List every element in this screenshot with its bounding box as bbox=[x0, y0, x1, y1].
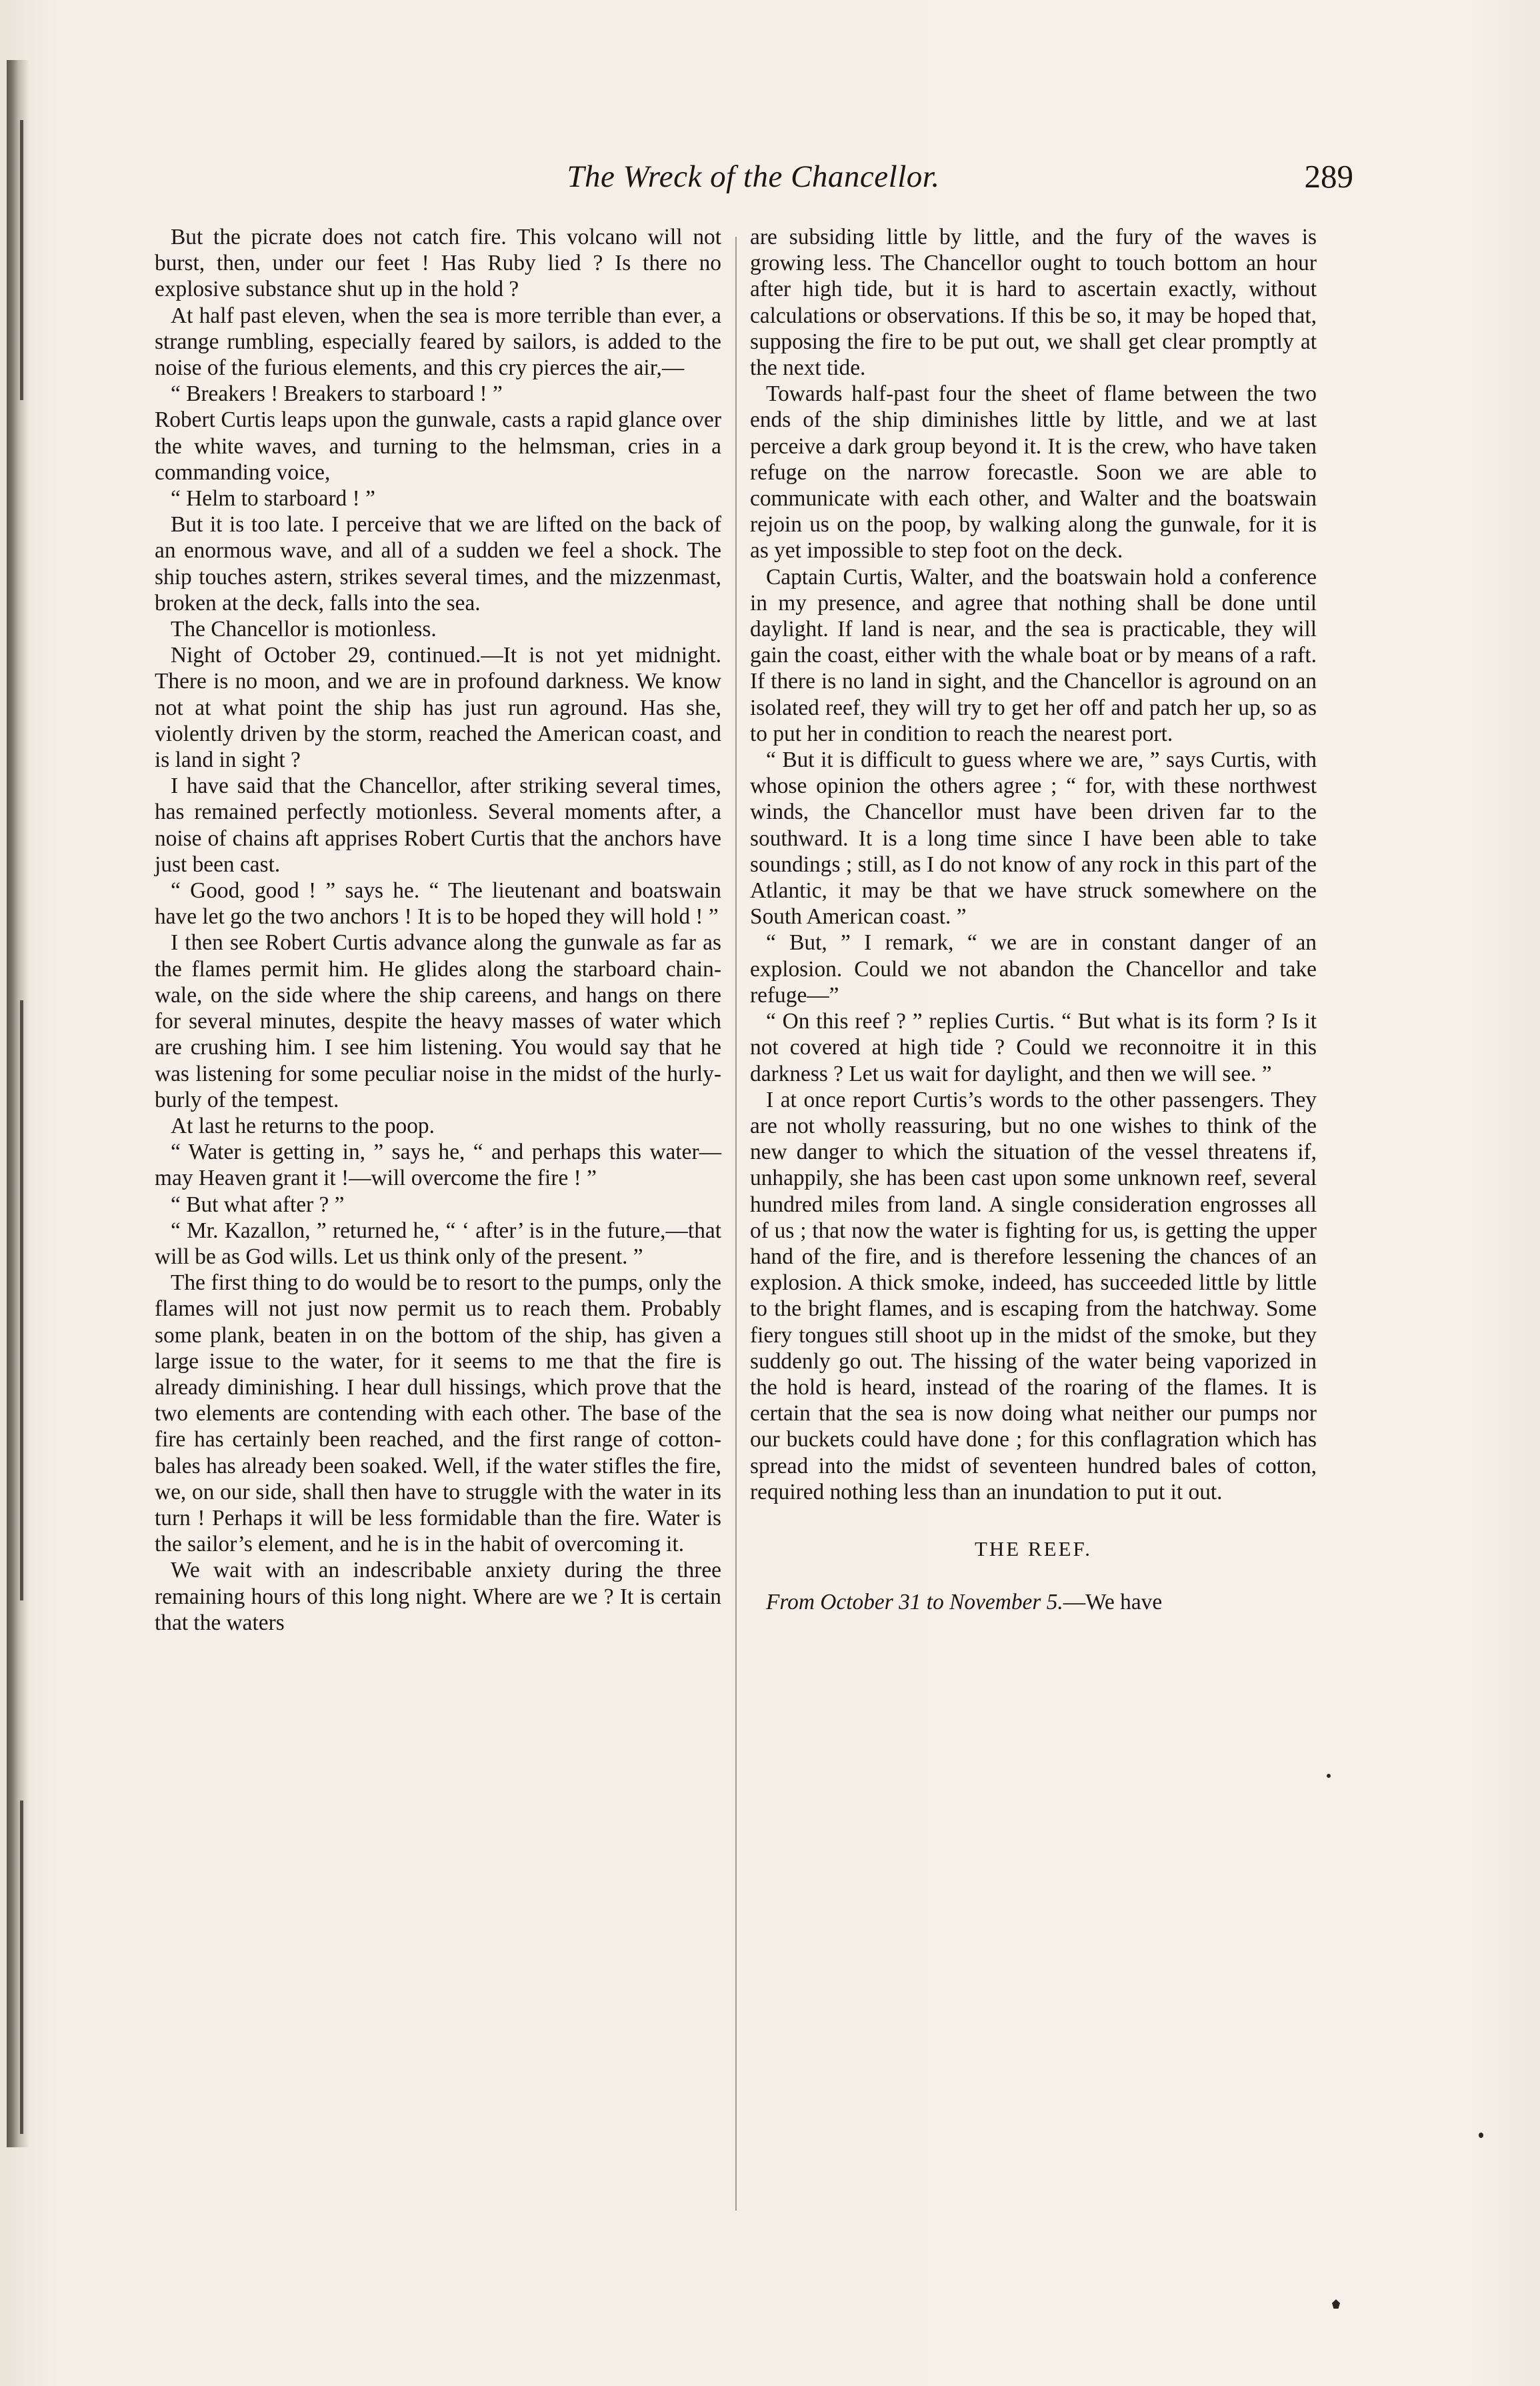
paragraph: “ But what after ? ” bbox=[171, 1192, 345, 1217]
paragraph: I at once report Curtis’s words to the other passengers. They are not wholly reassuring, but no one wishes to think of the new danger to which the situation of the vessel threatens if, unhappily, she has been cast upon some unknown reef, several hundred miles from land. A single consideration engrosses all of us ; that now the water is fighting for us, is getting the upper hand of the fire, and is therefore lessening the chances of an explosion. A thick smoke, indeed, has succeeded little by little to the bright flames, and is escaping from the hatchway. Some fiery tongues still shoot up in the midst of the smoke, but they suddenly go out. The hissing of the water being vaporized in the hold is heard, instead of the roaring of the flames. It is certain that the sea is now doing what neither our pumps nor our buckets could have done ; for this conflagration which has spread into the midst of seventeen hundred bales of cotton, required nothing less than an inundation to put it out. bbox=[750, 1087, 1317, 1504]
ink-speck bbox=[1479, 2133, 1483, 2138]
ink-mark bbox=[1332, 2299, 1340, 2309]
binding-streak bbox=[20, 1000, 23, 1600]
paragraph: Night of October 29, continued.—It is not yet midnight. There is no moon, and we are in profound darkness. We know not at what point the ship has just run aground. Has she, violently driven by the storm, reached the American coast, and is land in sight ? bbox=[155, 643, 721, 773]
binding-streak bbox=[20, 120, 23, 400]
left-column bbox=[155, 224, 721, 1636]
paragraph: Captain Curtis, Walter, and the boatswain hold a conference in my presence, and agree that nothing shall be done until daylight. If land is near, and the sea is practicable, they will gain the coast, either with the whale boat or by means of a raft. If there is no land in sight, and the Chancellor is aground on an isolated reef, they will try to get her off and patch her up, so as to put her in condition to reach the nearest port. bbox=[750, 564, 1317, 746]
paragraph: At last he returns to the poop. bbox=[171, 1113, 435, 1138]
paragraph: But the picrate does not catch fire. This volcano will not burst, then, under our feet ! Has Ruby lied ? Is there no explosive substance shut up in the hold ? bbox=[155, 225, 721, 302]
paragraph: “ Water is getting in, ” says he, “ and perhaps this water—may Heaven grant it !—will overcome the fire ! ” bbox=[155, 1140, 721, 1191]
paragraph: Robert Curtis leaps upon the gunwale, casts a rapid glance over the white waves, and turning to the helmsman, cries in a commanding voice, bbox=[155, 407, 721, 485]
paragraph: “ Mr. Kazallon, ” returned he, “ ‘ after’ is in the future,—that will be as God wills. Let us think only of the present. ” bbox=[155, 1218, 721, 1269]
paragraph: “ Breakers ! Breakers to starboard ! ” bbox=[171, 381, 503, 407]
binding-streak bbox=[20, 1801, 23, 2134]
paragraph: The Chancellor is motionless. bbox=[171, 617, 437, 642]
binding-shadow bbox=[7, 60, 29, 2147]
ink-speck bbox=[1327, 1774, 1331, 1778]
paragraph: I then see Robert Curtis advance along the gunwale as far as the flames permit him. He glides along the starboard chain-wale, on the side where the ship careens, and hangs on there for several minutes, despite the heavy masses of water which are crushing him. I see him listening. You would say that he was listening for some peculiar noise in the midst of the hurly-burly of the tempest. bbox=[155, 930, 721, 1112]
section-start-date: From October 31 to November 5. bbox=[766, 1589, 1063, 1614]
paragraph: “ But it is difficult to guess where we are, ” says Curtis, with whose opinion the others agree ; “ for, with these northwest winds, the Chancellor must have been driven far to the southward. It is a long time since I have been able to take soundings ; still, as I do not know of any rock in this part of the Atlantic, it may be that we have struck somewhere on the South American coast. ” bbox=[750, 748, 1317, 930]
paragraph: At half past eleven, when the sea is more terrible than ever, a strange rumbling, especially feared by sailors, is added to the noise of the furious elements, and this cry pierces the air,— bbox=[155, 303, 721, 381]
section-start-text: —We have bbox=[1063, 1589, 1163, 1614]
paragraph: “ On this reef ? ” replies Curtis. “ But what is its form ? Is it not covered at high tide ? Could we reconnoitre it in this darkness ? Let us wait for daylight, and then we will see. ” bbox=[750, 1009, 1317, 1086]
paragraph: are subsiding little by little, and the fury of the waves is growing less. The Chancellor ought to touch bottom an hour after high tide, but it is hard to ascertain exactly, without calculations or observations. If this be so, it may be hoped that, supposing the fire to be put out, we shall get clear promptly at the next tide. bbox=[750, 225, 1317, 381]
paragraph: Towards half-past four the sheet of flame between the two ends of the ship diminishes little by little, and we at last perceive a dark group beyond it. It is the crew, who have taken refuge on the narrow forecastle. Soon we are able to communicate with each other, and Walter and the boatswain rejoin us on the poop, by walking along the gunwale, for it is as yet impossible to step foot on the deck. bbox=[750, 381, 1317, 563]
paragraph: We wait with an indescribable anxiety during the three remaining hours of this long night. Where are we ? It is certain that the waters bbox=[155, 1558, 721, 1635]
section-heading: THE REEF. bbox=[974, 1536, 1093, 1560]
paragraph: “ But, ” I remark, “ we are in constant danger of an explosion. Could we not abandon the Chancellor and take refuge—” bbox=[750, 930, 1317, 1008]
paragraph: The first thing to do would be to resort to the pumps, only the flames will not just now permit us to reach them. Probably some plank, beaten in on the bottom of the ship, has given a large issue to the water, for it seems to me that the fire is already diminishing. I hear dull hissings, which prove that the two elements are contending with each other. The base of the fire has certainly been reached, and the first range of cotton-bales has already been soaked. Well, if the water stifles the fire, we, on our side, shall then have to struggle with the water in its turn ! Perhaps it will be less formidable than the fire. Water is the sailor’s element, and he is in the habit of overcoming it. bbox=[155, 1270, 721, 1557]
paragraph: But it is too late. I perceive that we are lifted on the back of an enormous wave, and all of a sudden we feel a shock. The ship touches astern, strikes several times, and the mizzenmast, broken at the deck, falls into the sea. bbox=[155, 512, 721, 616]
running-title: The Wreck of the Chancellor. bbox=[567, 159, 940, 194]
paragraph: “ Helm to starboard ! ” bbox=[171, 486, 375, 511]
paragraph: I have said that the Chancellor, after striking several times, has remained perfectly motionless. Several moments after, a noise of chains aft apprises Robert Curtis that the anchors have just been cast. bbox=[155, 774, 721, 877]
section-start-paragraph bbox=[750, 1589, 1317, 1615]
paragraph: “ Good, good ! ” says he. “ The lieutenant and boatswain have let go the two anchors ! It is to be hoped they will hold ! ” bbox=[155, 878, 721, 930]
right-column bbox=[750, 224, 1317, 1615]
page-number: 289 bbox=[1304, 158, 1353, 195]
column-rule bbox=[735, 237, 737, 2211]
running-head bbox=[153, 153, 1353, 200]
